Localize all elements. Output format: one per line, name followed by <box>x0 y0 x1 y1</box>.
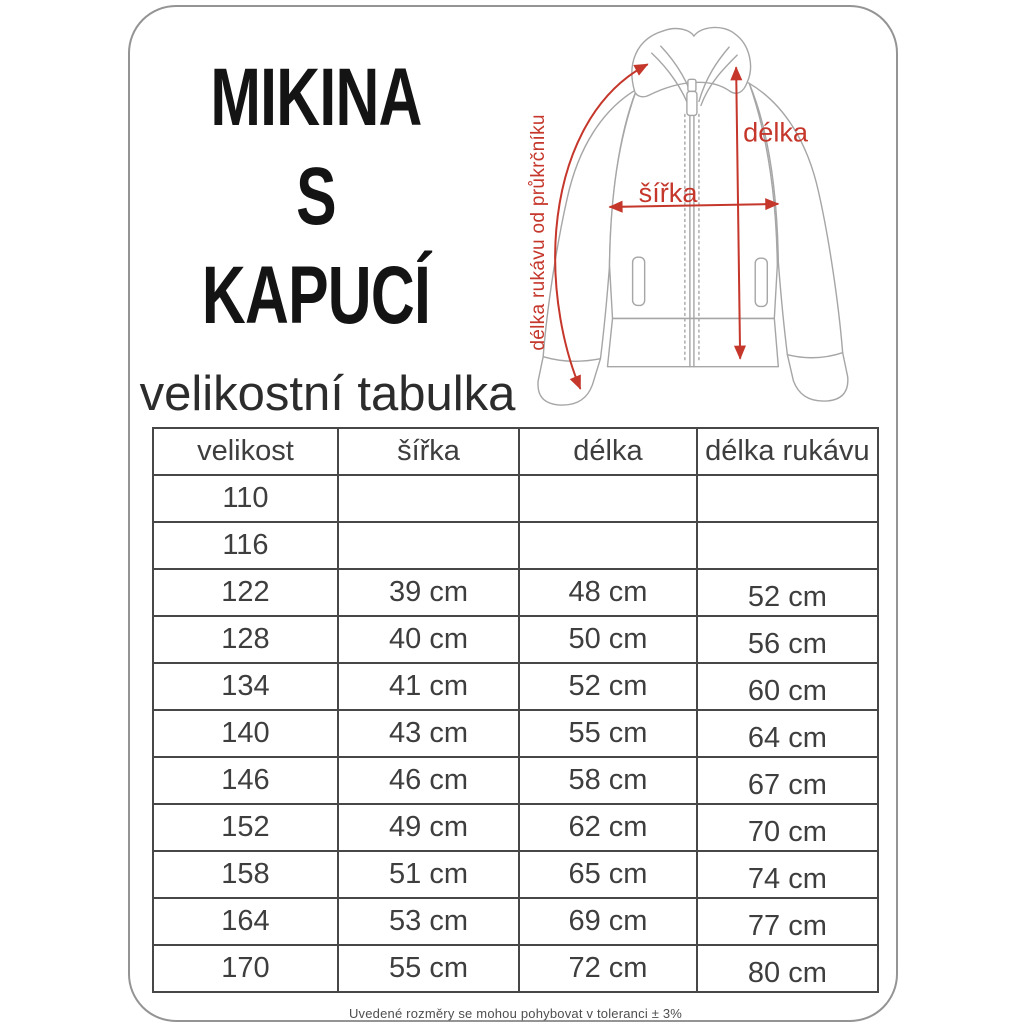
table-row <box>153 569 878 616</box>
page-title <box>130 48 502 345</box>
col-header-width: šířka <box>338 428 519 475</box>
length-cell: 62 cm <box>519 804 697 851</box>
sleeve-length-label: délka rukávu od průkrčníku <box>528 114 550 351</box>
sleeve-cell: 60 cm <box>697 663 878 710</box>
width-cell: 55 cm <box>338 945 519 992</box>
table-row <box>153 851 878 898</box>
size-chart-sheet <box>128 5 898 1022</box>
size-cell: 146 <box>153 757 338 804</box>
title-line-2: S <box>296 151 336 242</box>
length-cell: 50 cm <box>519 616 697 663</box>
table-row <box>153 757 878 804</box>
size-table <box>152 427 879 993</box>
table-row <box>153 710 878 757</box>
col-header-sleeve: délka rukávu <box>697 428 878 475</box>
sleeve-cell <box>697 522 878 569</box>
table-row <box>153 616 878 663</box>
width-cell: 43 cm <box>338 710 519 757</box>
tolerance-note: Uvedené rozměry se mohou pohybovat v toleranci ± 3% <box>348 1006 683 1021</box>
title-line-3: KAPUCÍ <box>201 250 431 341</box>
header-row <box>153 428 878 475</box>
length-cell: 52 cm <box>519 663 697 710</box>
width-cell: 49 cm <box>338 804 519 851</box>
width-cell <box>338 522 519 569</box>
col-header-length: délka <box>519 428 697 475</box>
size-cell: 152 <box>153 804 338 851</box>
table-row <box>153 898 878 945</box>
sleeve-cell <box>697 475 878 522</box>
length-cell: 55 cm <box>519 710 697 757</box>
sleeve-cell: 80 cm <box>697 945 878 992</box>
sleeve-cell: 67 cm <box>697 757 878 804</box>
right-pocket <box>755 258 767 306</box>
width-cell: 40 cm <box>338 616 519 663</box>
width-cell: 51 cm <box>338 851 519 898</box>
sleeve-cell: 74 cm <box>697 851 878 898</box>
width-cell <box>338 475 519 522</box>
size-cell: 116 <box>153 522 338 569</box>
sleeve-cell: 56 cm <box>697 616 878 663</box>
title-line-1: MIKINA <box>210 52 422 143</box>
col-header-size: velikost <box>153 428 338 475</box>
hoodie-diagram <box>520 19 902 421</box>
table-row <box>153 663 878 710</box>
length-cell: 58 cm <box>519 757 697 804</box>
length-cell: 65 cm <box>519 851 697 898</box>
length-cell <box>519 522 697 569</box>
table-row <box>153 522 878 569</box>
size-cell: 140 <box>153 710 338 757</box>
sleeve-cell: 77 cm <box>697 898 878 945</box>
left-pocket <box>633 257 645 305</box>
width-cell: 46 cm <box>338 757 519 804</box>
zipper-slider <box>687 91 697 115</box>
waistband <box>607 318 778 366</box>
width-cell: 53 cm <box>338 898 519 945</box>
sleeve-cell: 70 cm <box>697 804 878 851</box>
size-cell: 128 <box>153 616 338 663</box>
length-label: délka <box>743 116 809 148</box>
length-cell <box>519 475 697 522</box>
zipper-pull <box>688 79 696 91</box>
length-cell: 72 cm <box>519 945 697 992</box>
width-label: šířka <box>638 176 698 208</box>
length-cell: 69 cm <box>519 898 697 945</box>
size-cell: 110 <box>153 475 338 522</box>
width-cell: 39 cm <box>338 569 519 616</box>
table-row <box>153 804 878 851</box>
sleeve-cell: 52 cm <box>697 569 878 616</box>
width-cell: 41 cm <box>338 663 519 710</box>
length-cell: 48 cm <box>519 569 697 616</box>
size-cell: 122 <box>153 569 338 616</box>
size-cell: 158 <box>153 851 338 898</box>
table-row <box>153 945 878 992</box>
page-subtitle: velikostní tabulka <box>139 367 516 421</box>
size-cell: 170 <box>153 945 338 992</box>
size-cell: 134 <box>153 663 338 710</box>
size-cell: 164 <box>153 898 338 945</box>
table-row <box>153 475 878 522</box>
sleeve-cell: 64 cm <box>697 710 878 757</box>
